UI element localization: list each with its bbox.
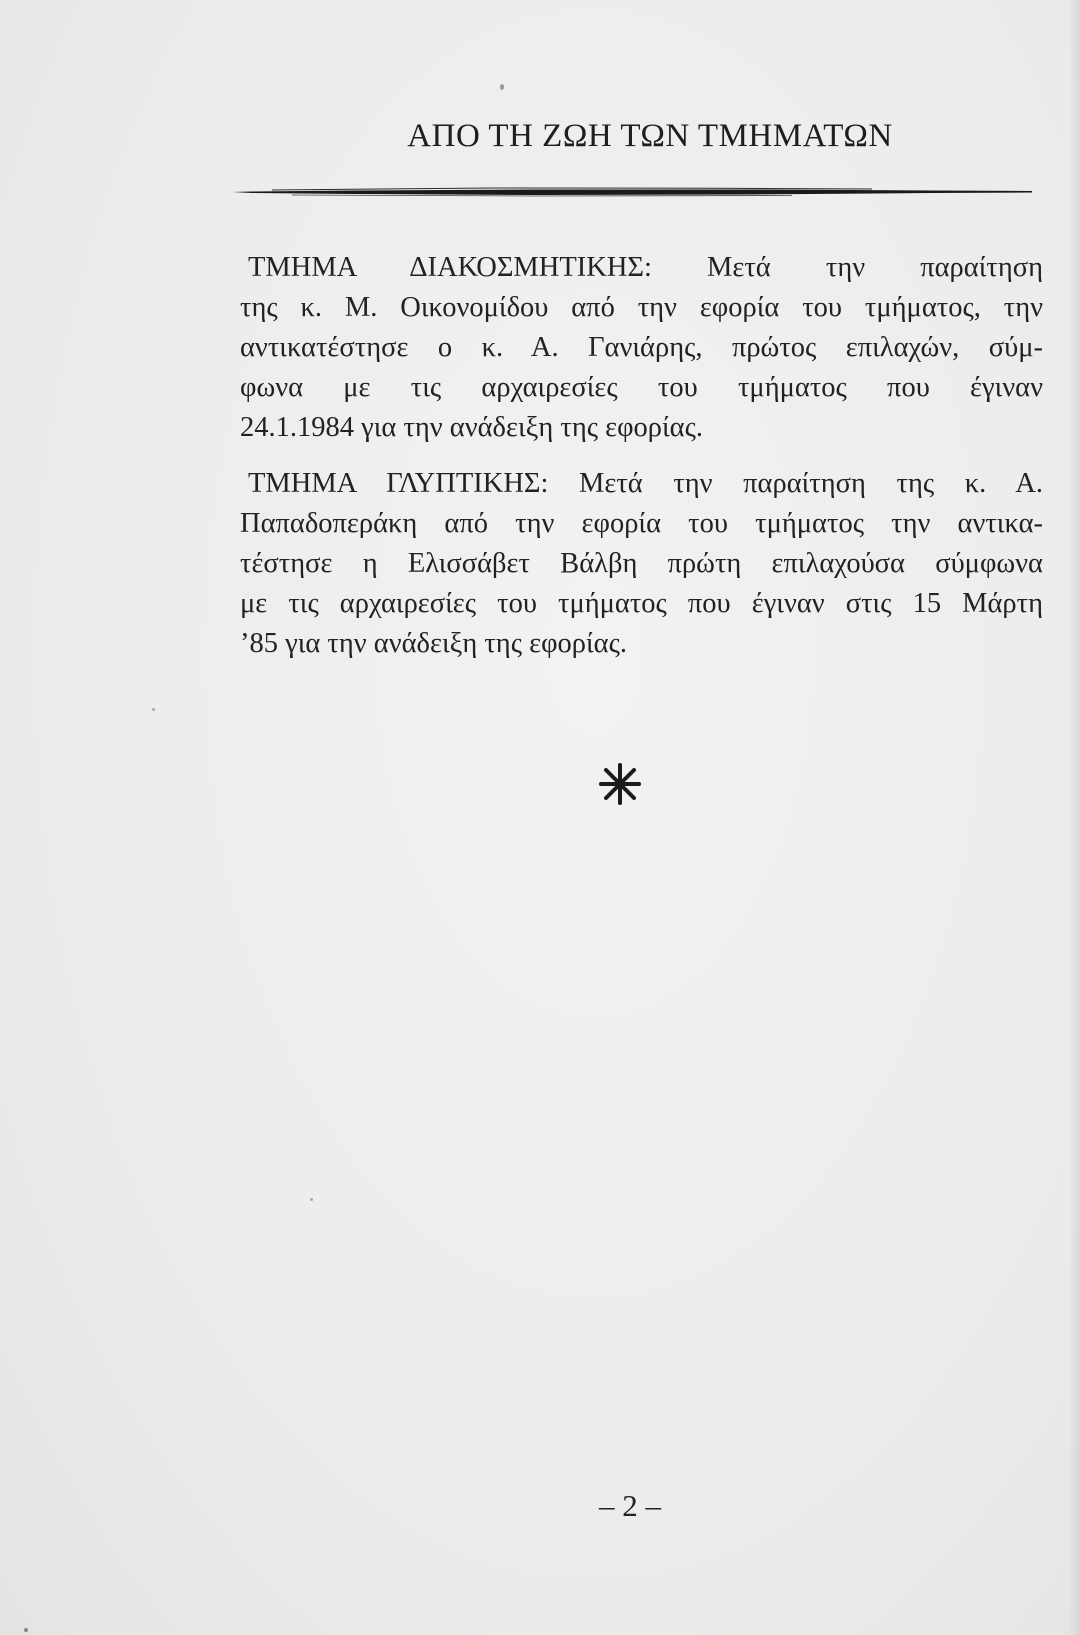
section-line: Παπαδοπεράκη από την εφορία του τμήματος την αντικα- [240, 508, 1043, 539]
paper-speck [500, 84, 504, 90]
section-line: φωνα με τις αρχαιρεσίες του τμήματος που έγιναν [240, 372, 1043, 403]
section-line: ’85 για την ανάδειξη της εφορίας. [240, 628, 628, 659]
section-line: αντικατέστησε ο κ. Α. Γανιάρης, πρώτος επιλαχών, σύμ- [240, 332, 1043, 363]
section-line: 24.1.1984 για την ανάδειξη της εφορίας. [240, 412, 704, 443]
section-diakosmitikis [240, 248, 1043, 448]
section-glyptikis [240, 464, 1043, 664]
page-edge-shadow [1068, 0, 1080, 1635]
asterisk-ornament-icon [598, 762, 642, 806]
section-line: ΤΜΗΜΑ ΔΙΑΚΟΣΜΗΤΙΚΗΣ: Μετά την παραίτηση [248, 252, 1043, 283]
section-line: τέστησε η Ελισσάβετ Βάλβη πρώτη επιλαχούσα σύμφωνα [240, 548, 1043, 579]
page-title: ΑΠΟ ΤΗ ΖΩΗ ΤΩΝ ΤΜΗΜΑΤΩΝ [407, 118, 893, 154]
page-number: – 2 – [599, 1488, 661, 1523]
brush-rule-icon [232, 184, 1032, 200]
section-line: της κ. Μ. Οικονομίδου από την εφορία του τμήματος, την [240, 292, 1043, 323]
header-rule [232, 184, 1032, 200]
paper-speck [24, 1628, 28, 1632]
paper-speck [152, 708, 155, 711]
paper-speck [310, 1198, 313, 1201]
section-line: με τις αρχαιρεσίες του τμήματος που έγιναν στις 15 Μάρτη [240, 588, 1043, 619]
section-line: ΤΜΗΜΑ ΓΛΥΠΤΙΚΗΣ: Μετά την παραίτηση της κ. Α. [248, 468, 1043, 499]
